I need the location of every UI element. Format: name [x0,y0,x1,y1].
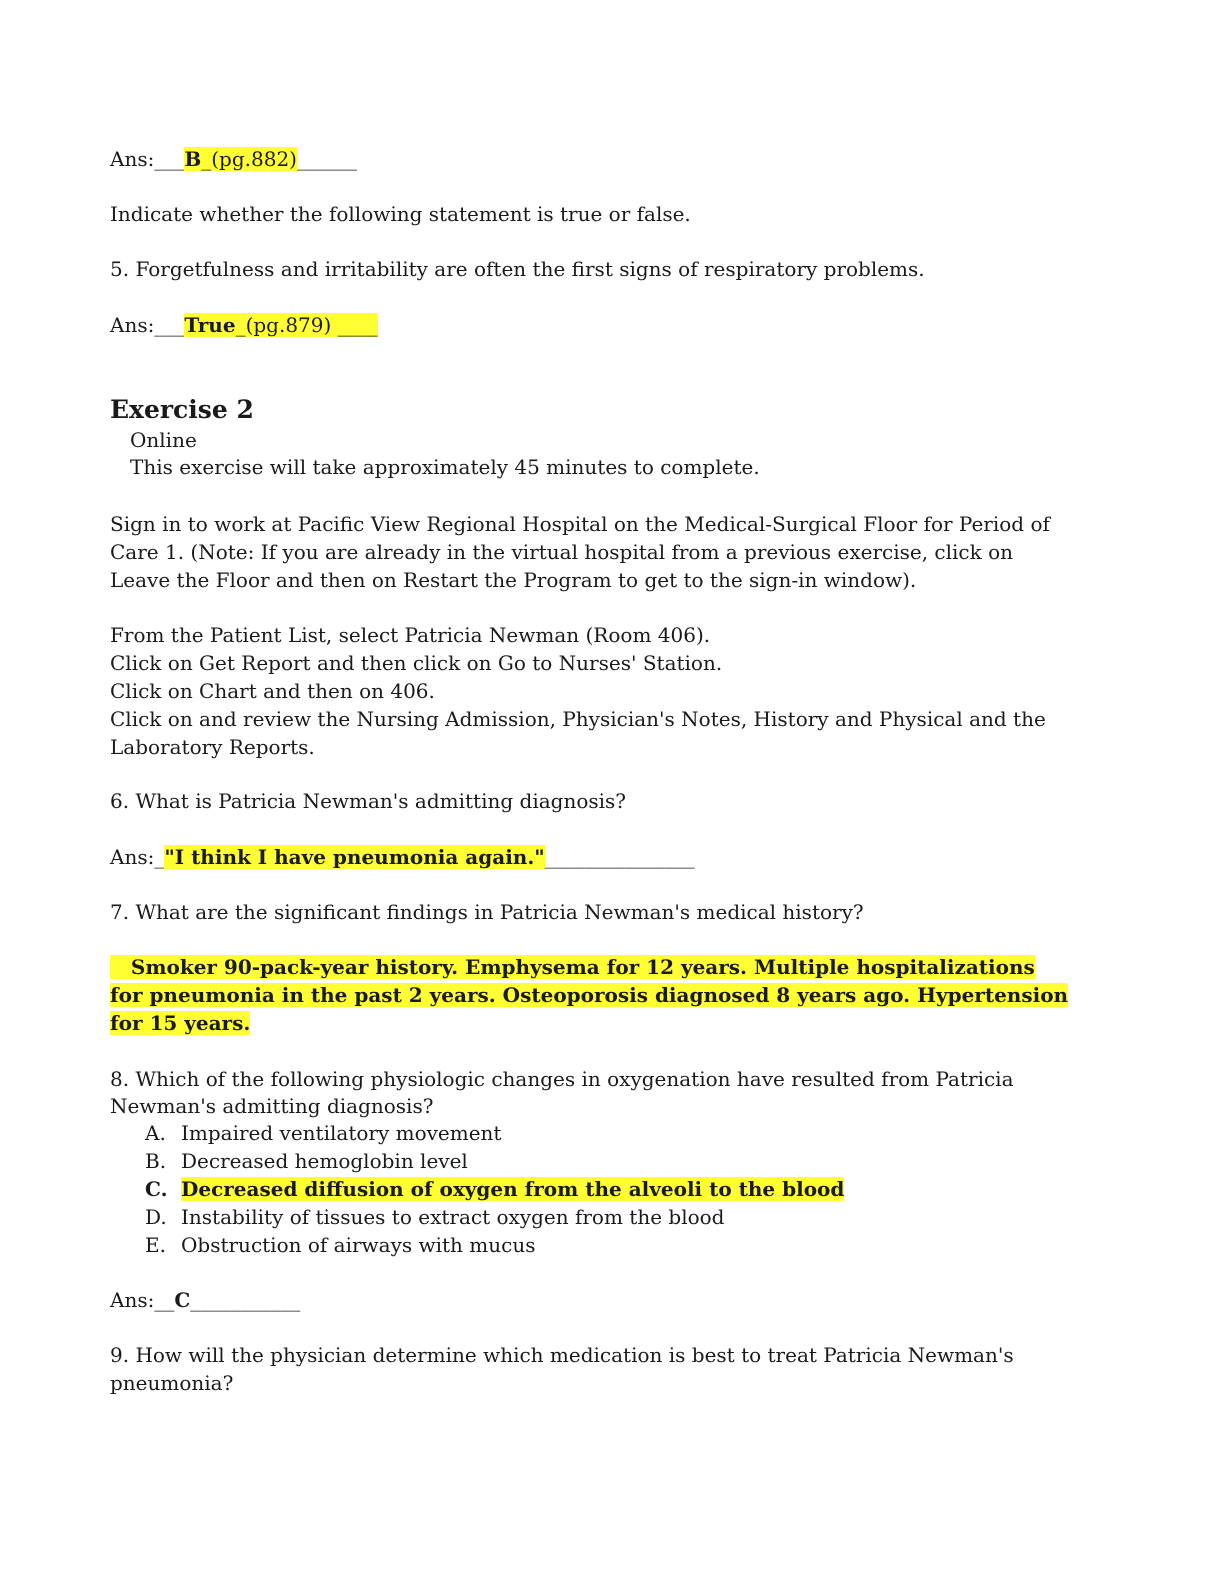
option-letter: C. [145,1177,168,1201]
q5-answer: True [184,313,236,337]
option-letter: A. [145,1121,166,1145]
step-line: Laboratory Reports. [110,735,315,759]
q4-answer: B [184,147,202,171]
option-text: Decreased diffusion of oxygen from the alveoli to the blood [181,1177,845,1201]
step-line: Click on and review the Nursing Admission, Physician's Notes, History and Physical and the [110,707,1046,731]
q8-option [145,1231,535,1259]
exercise-title: Exercise 2 [110,395,254,424]
step-line: From the Patient List, select Patricia Newman (Room 406). [110,623,711,647]
exercise-duration: This exercise will take approximately 45 minutes to complete. [130,455,760,479]
q8-question: 8. Which of the following physiologic changes in oxygenation have resulted from Patricia [110,1067,1014,1091]
q8-answer-line [110,1286,300,1314]
signin-line: Care 1. (Note: If you are already in the virtual hospital from a previous exercise, click on [110,540,1014,564]
q7-answer [110,955,1035,979]
q7-answer-text: for pneumonia in the past 2 years. Osteoporosis diagnosed 8 years ago. Hypertension [110,983,1069,1007]
q7-answer-line [110,953,1035,981]
signin-line: Leave the Floor and then on Restart the Program to get to the sign-in window). [110,568,917,592]
q5-page-ref: _(pg.879) [235,313,338,337]
q8-option [145,1203,724,1231]
q9-question: pneumonia? [110,1371,234,1395]
option-text: Instability of tissues to extract oxygen from the blood [181,1205,725,1229]
q5-answer-line [110,311,378,339]
q8-answer: C [174,1288,191,1312]
q8-question: Newman's admitting diagnosis? [110,1094,434,1118]
q9-question: 9. How will the physician determine which medication is best to treat Patricia Newman's [110,1343,1014,1367]
signin-line: Sign in to work at Pacific View Regional Hospital on the Medical-Surgical Floor for Period of [110,512,1050,536]
q7-answer-line [110,981,1068,1009]
option-letter: D. [145,1205,167,1229]
step-line: Click on Chart and then on 406. [110,679,435,703]
option-text: Impaired ventilatory movement [181,1121,502,1145]
option-text: Decreased hemoglobin level [181,1149,468,1173]
q8-option-correct [145,1175,844,1203]
q6-answer: "I think I have pneumonia again." [164,845,545,869]
option-letter: B. [145,1149,167,1173]
exercise-mode: Online [130,428,197,452]
ans-suffix: ____ [337,313,378,337]
q5-question: 5. Forgetfulness and irritability are often the first signs of respiratory problems. [110,257,925,281]
ans-prefix: Ans:___ [110,313,185,337]
q7-question: 7. What are the significant findings in Patricia Newman's medical history? [110,900,864,924]
q8-option [145,1119,501,1147]
q8-option [145,1147,468,1175]
q6-answer-line [110,843,695,871]
option-text: Obstruction of airways with mucus [181,1233,536,1257]
ans-suffix: ______ [296,147,357,171]
q7-answer-text: for 15 years. [110,1011,251,1035]
ans-prefix: Ans:_ [110,845,165,869]
option-letter: E. [145,1233,166,1257]
q7-answer-line [110,1009,250,1037]
step-line: Click on Get Report and then click on Go to Nurses' Station. [110,651,723,675]
q6-question: 6. What is Patricia Newman's admitting diagnosis? [110,789,627,813]
q4-answer-line [110,145,357,173]
ans-prefix: Ans:__ [110,1288,175,1312]
ans-prefix: Ans:___ [110,147,185,171]
q7-answer-text: Smoker 90-pack-year history. Emphysema for 12 years. Multiple hospitalizations [130,955,1035,979]
ans-suffix: _______________ [544,845,695,869]
q4-page-ref: _(pg.882) [201,147,297,171]
ans-suffix: ___________ [190,1288,301,1312]
tf-instruction: Indicate whether the following statement is true or false. [110,202,691,226]
